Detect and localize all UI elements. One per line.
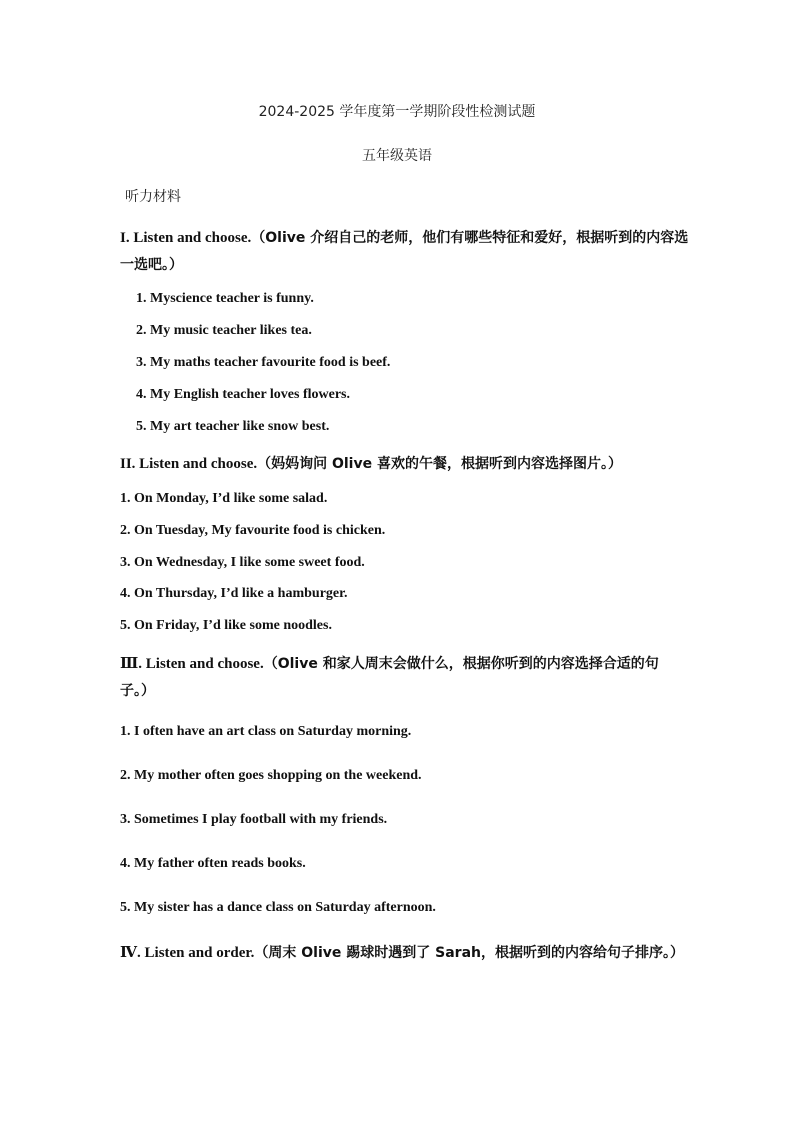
section-4-heading — [120, 938, 685, 968]
section-1-item: 2. My music teacher likes tea. — [136, 323, 312, 338]
section-1-item: 1. Myscience teacher is funny. — [136, 291, 314, 306]
section-3-item: 3. Sometimes I play football with my friends. — [120, 812, 388, 827]
section-3-heading — [120, 651, 680, 705]
section-2-item: 2. On Tuesday, My favourite food is chicken. — [120, 523, 386, 538]
section-1-item: 5. My art teacher like snow best. — [136, 419, 330, 434]
section-1-item: 4. My English teacher loves flowers. — [136, 387, 350, 402]
section-3-item: 5. My sister has a dance class on Saturday afternoon. — [120, 900, 436, 915]
section-3-item: 4. My father often reads books. — [120, 856, 306, 871]
section-4-heading-cn: （周末 Olive 踢球时遇到了 Sarah，根据听到的内容给句子排序。） — [254, 945, 684, 961]
section-1-heading — [120, 225, 690, 279]
section-2-heading — [120, 451, 700, 478]
section-1-heading-en: I. Listen and choose. — [120, 230, 252, 246]
section-3-item: 1. I often have an art class on Saturday morning. — [120, 724, 412, 739]
section-label: 听力材料 — [125, 189, 181, 205]
section-2-item: 4. On Thursday, I’d like a hamburger. — [120, 586, 348, 601]
section-3-heading-cn: （Olive 和家人周末会做什么，根据你听到的内容选择合适的句子。） — [120, 656, 659, 699]
section-2-item: 1. On Monday, I’d like some salad. — [120, 491, 328, 506]
section-2-heading-cn: （妈妈询问 Olive 喜欢的午餐，根据听到内容选择图片。） — [257, 456, 622, 472]
section-4-heading-en: Ⅳ. Listen and order. — [120, 945, 255, 961]
page-subtitle: 五年级英语 — [362, 148, 432, 164]
section-3-heading-en: Ⅲ. Listen and choose. — [120, 656, 264, 672]
section-2-item: 3. On Wednesday, I like some sweet food. — [120, 555, 365, 570]
section-3-item: 2. My mother often goes shopping on the weekend. — [120, 768, 422, 783]
page-title: 2024-2025 学年度第一学期阶段性检测试题 — [258, 104, 536, 120]
section-2-heading-en: II. Listen and choose. — [120, 456, 258, 472]
section-1-item: 3. My maths teacher favourite food is beef. — [136, 355, 391, 370]
section-1-heading-cn: （Olive 介绍自己的老师，他们有哪些特征和爱好，根据听到的内容选一选吧。） — [120, 230, 689, 273]
section-2-item: 5. On Friday, I’d like some noodles. — [120, 618, 332, 633]
